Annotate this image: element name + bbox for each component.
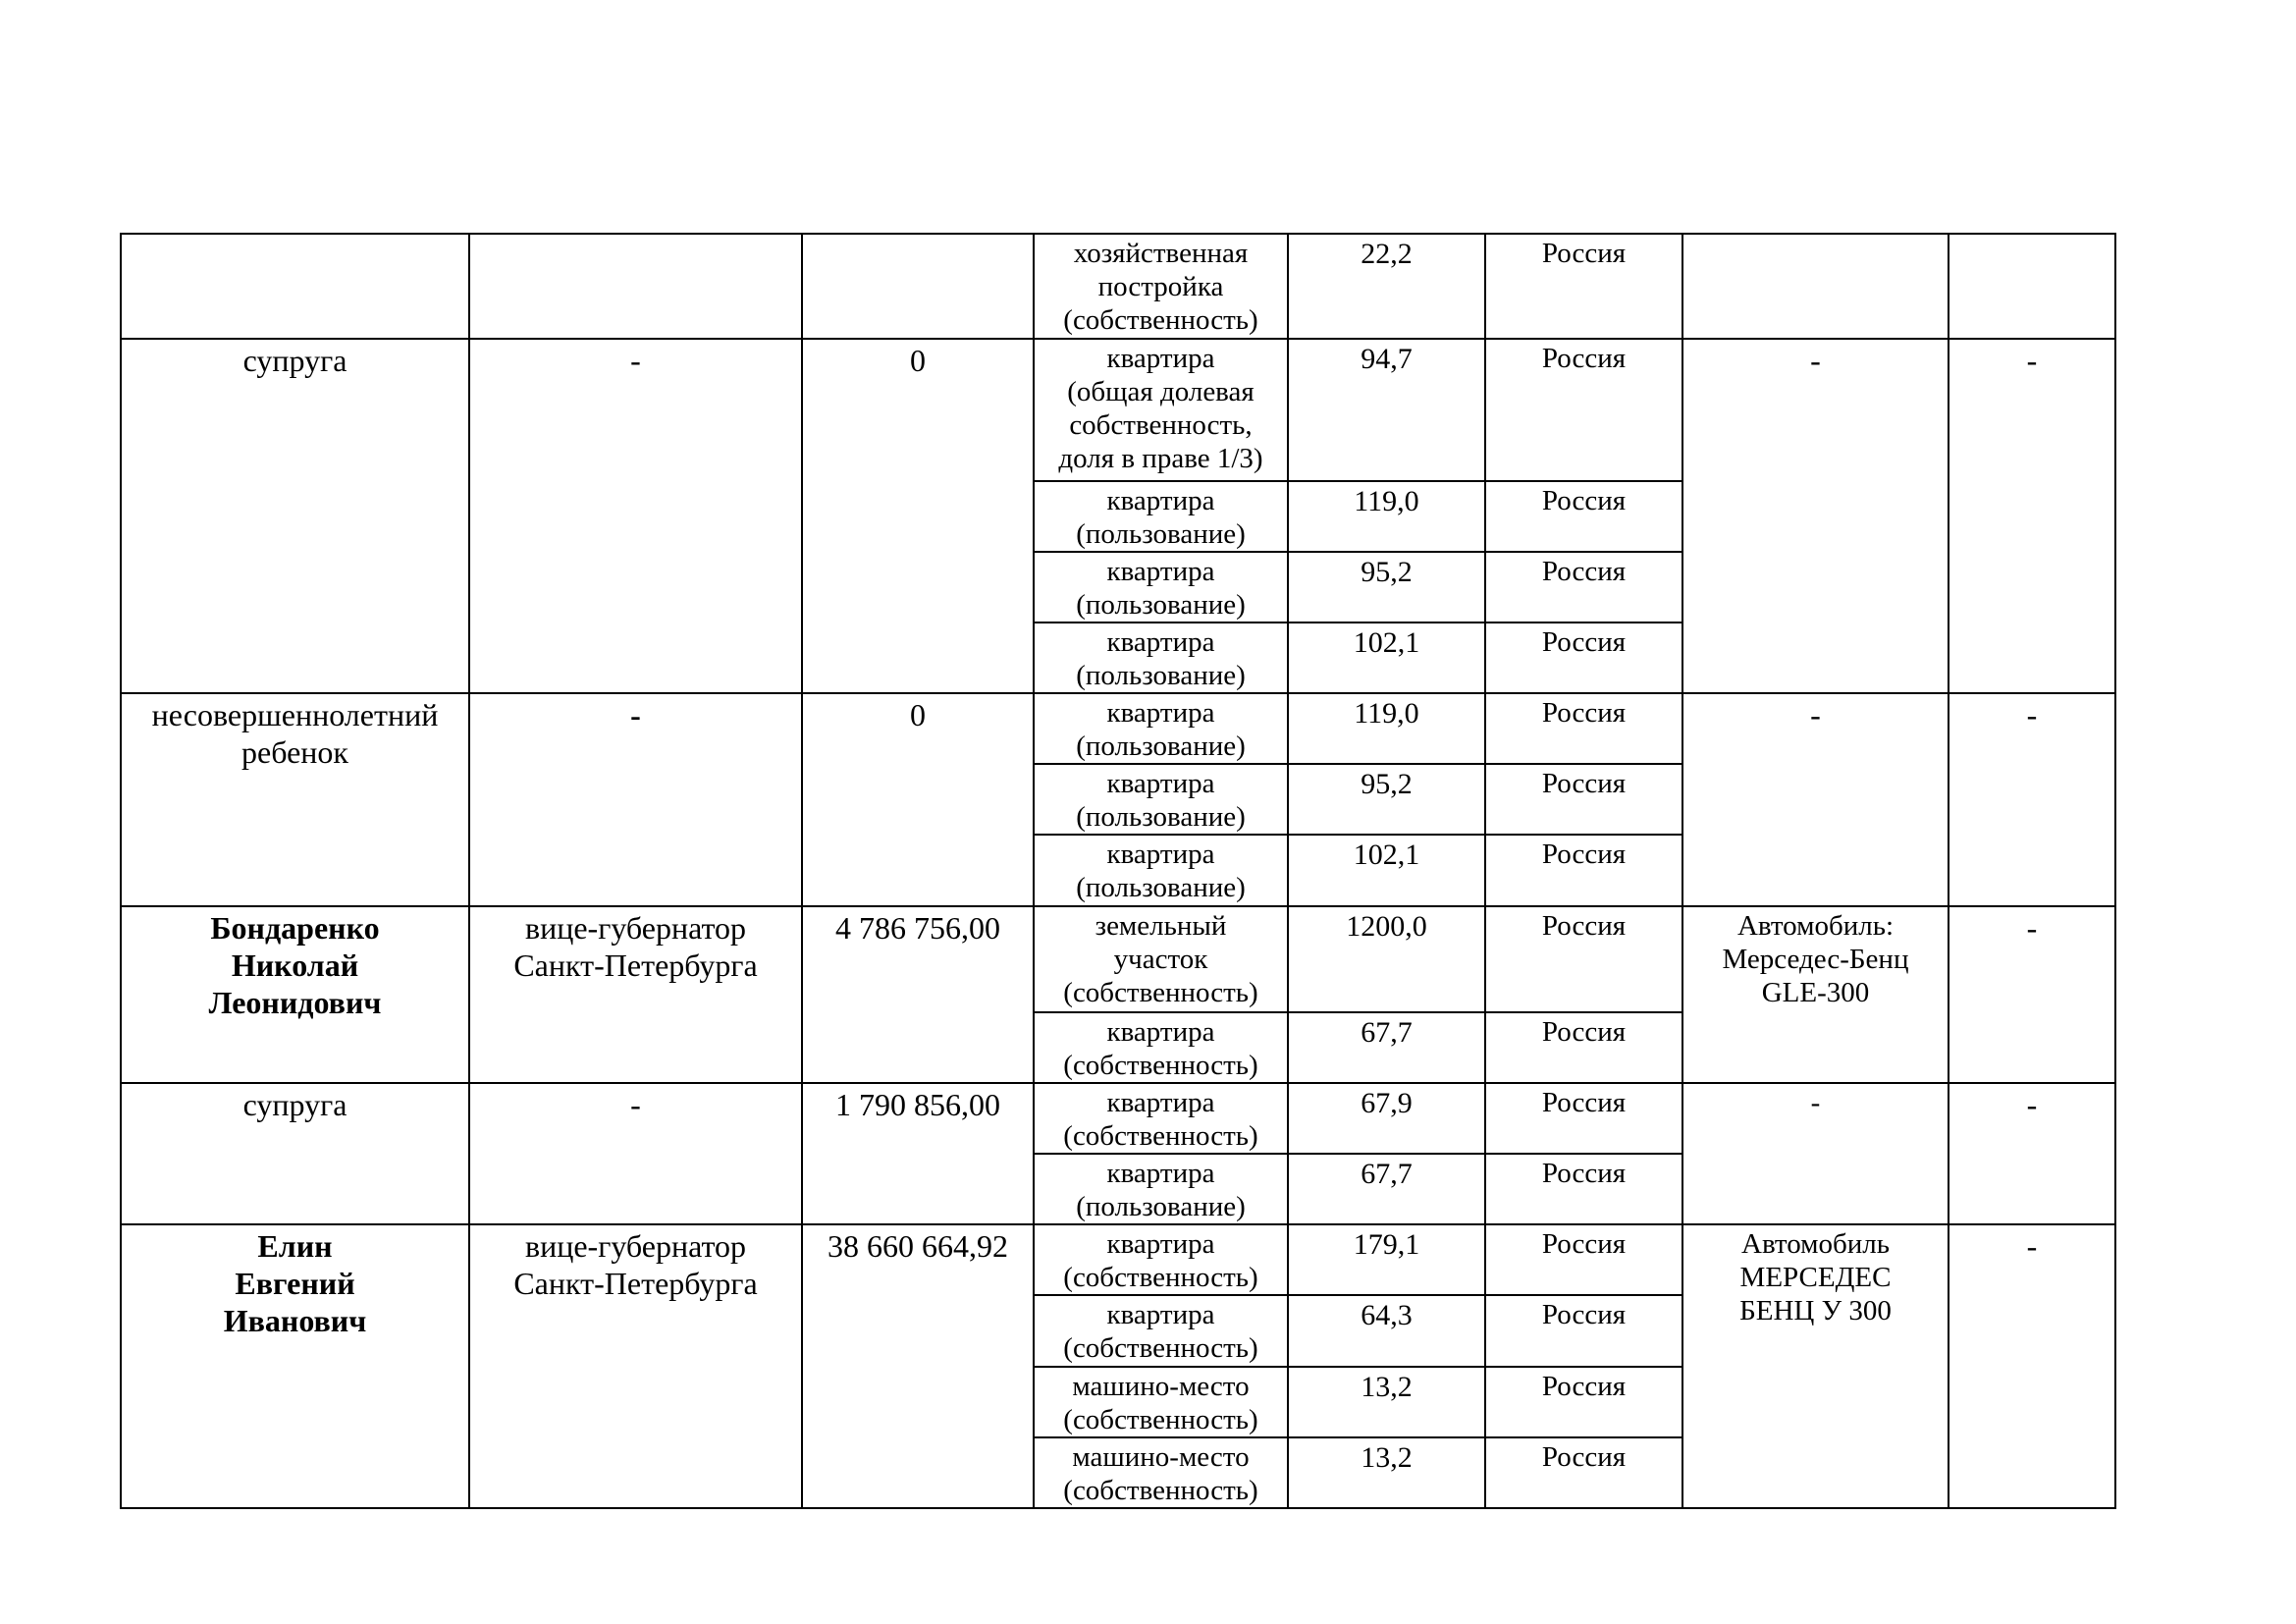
property-type-cell: машино-место (собственность) <box>1034 1437 1288 1508</box>
property-country-cell: Россия <box>1485 1083 1682 1154</box>
position-cell <box>469 234 802 339</box>
vehicles-cell: Автомобиль МЕРСЕДЕС БЕНЦ У 300 <box>1682 1224 1949 1508</box>
income-cell <box>802 234 1034 339</box>
property-area-cell: 64,3 <box>1288 1295 1485 1366</box>
table-row <box>121 906 2115 1012</box>
property-type-cell: квартира (собственность) <box>1034 1012 1288 1083</box>
property-country-cell: Россия <box>1485 552 1682 623</box>
property-country-cell: Россия <box>1485 693 1682 764</box>
property-country-cell: Россия <box>1485 1154 1682 1224</box>
property-area-cell: 94,7 <box>1288 339 1485 480</box>
declaration-table <box>120 233 2116 1509</box>
property-country-cell: Россия <box>1485 234 1682 339</box>
property-country-cell: Россия <box>1485 1295 1682 1366</box>
property-type-cell: квартира (пользование) <box>1034 835 1288 905</box>
property-country-cell: Россия <box>1485 1437 1682 1508</box>
deals-cell: - <box>1949 339 2115 693</box>
person-name-cell <box>121 234 469 339</box>
table-row <box>121 234 2115 339</box>
table-row <box>121 339 2115 480</box>
vehicles-cell: Автомобиль: Мерседес-Бенц GLE-300 <box>1682 906 1949 1083</box>
person-name-cell: несовершеннолетний ребенок <box>121 693 469 905</box>
income-cell: 0 <box>802 339 1034 693</box>
vehicles-cell: - <box>1682 693 1949 905</box>
position-cell: - <box>469 693 802 905</box>
property-country-cell: Россия <box>1485 1224 1682 1295</box>
income-cell: 0 <box>802 693 1034 905</box>
income-cell: 1 790 856,00 <box>802 1083 1034 1224</box>
deals-cell <box>1949 234 2115 339</box>
property-country-cell: Россия <box>1485 906 1682 1012</box>
person-name-cell: Елин Евгений Иванович <box>121 1224 469 1508</box>
position-cell: - <box>469 339 802 693</box>
property-type-cell: хозяйственная постройка (собственность) <box>1034 234 1288 339</box>
property-country-cell: Россия <box>1485 1012 1682 1083</box>
person-name-cell: супруга <box>121 1083 469 1224</box>
property-area-cell: 95,2 <box>1288 764 1485 835</box>
property-area-cell: 67,7 <box>1288 1012 1485 1083</box>
property-country-cell: Россия <box>1485 339 1682 480</box>
property-type-cell: квартира (собственность) <box>1034 1224 1288 1295</box>
property-country-cell: Россия <box>1485 835 1682 905</box>
property-area-cell: 67,9 <box>1288 1083 1485 1154</box>
deals-cell: - <box>1949 1083 2115 1224</box>
property-area-cell: 13,2 <box>1288 1437 1485 1508</box>
person-name-cell: Бондаренко Николай Леонидович <box>121 906 469 1083</box>
property-area-cell: 119,0 <box>1288 693 1485 764</box>
property-area-cell: 102,1 <box>1288 623 1485 693</box>
property-type-cell: машино-место (собственность) <box>1034 1367 1288 1437</box>
table-row <box>121 1224 2115 1295</box>
property-type-cell: квартира (пользование) <box>1034 481 1288 552</box>
property-area-cell: 119,0 <box>1288 481 1485 552</box>
vehicles-cell <box>1682 234 1949 339</box>
table-row <box>121 1083 2115 1154</box>
property-country-cell: Россия <box>1485 623 1682 693</box>
property-area-cell: 22,2 <box>1288 234 1485 339</box>
property-area-cell: 102,1 <box>1288 835 1485 905</box>
position-cell: вице-губернатор Санкт-Петербурга <box>469 906 802 1083</box>
deals-cell: - <box>1949 906 2115 1083</box>
property-type-cell: квартира (пользование) <box>1034 764 1288 835</box>
income-cell: 4 786 756,00 <box>802 906 1034 1083</box>
vehicles-cell: - <box>1682 339 1949 693</box>
position-cell: - <box>469 1083 802 1224</box>
deals-cell: - <box>1949 1224 2115 1508</box>
deals-cell: - <box>1949 693 2115 905</box>
property-type-cell: квартира (пользование) <box>1034 552 1288 623</box>
person-name-cell: супруга <box>121 339 469 693</box>
property-country-cell: Россия <box>1485 1367 1682 1437</box>
property-country-cell: Россия <box>1485 764 1682 835</box>
position-cell: вице-губернатор Санкт-Петербурга <box>469 1224 802 1508</box>
income-cell: 38 660 664,92 <box>802 1224 1034 1508</box>
property-area-cell: 1200,0 <box>1288 906 1485 1012</box>
property-type-cell: квартира (пользование) <box>1034 1154 1288 1224</box>
property-type-cell: квартира (общая долевая собственность, доля в праве 1/3) <box>1034 339 1288 480</box>
property-area-cell: 179,1 <box>1288 1224 1485 1295</box>
property-type-cell: квартира (собственность) <box>1034 1295 1288 1366</box>
property-area-cell: 13,2 <box>1288 1367 1485 1437</box>
property-type-cell: квартира (собственность) <box>1034 1083 1288 1154</box>
table-row <box>121 693 2115 764</box>
property-area-cell: 67,7 <box>1288 1154 1485 1224</box>
property-type-cell: земельный участок (собственность) <box>1034 906 1288 1012</box>
vehicles-cell: - <box>1682 1083 1949 1224</box>
property-type-cell: квартира (пользование) <box>1034 623 1288 693</box>
property-type-cell: квартира (пользование) <box>1034 693 1288 764</box>
property-country-cell: Россия <box>1485 481 1682 552</box>
property-area-cell: 95,2 <box>1288 552 1485 623</box>
